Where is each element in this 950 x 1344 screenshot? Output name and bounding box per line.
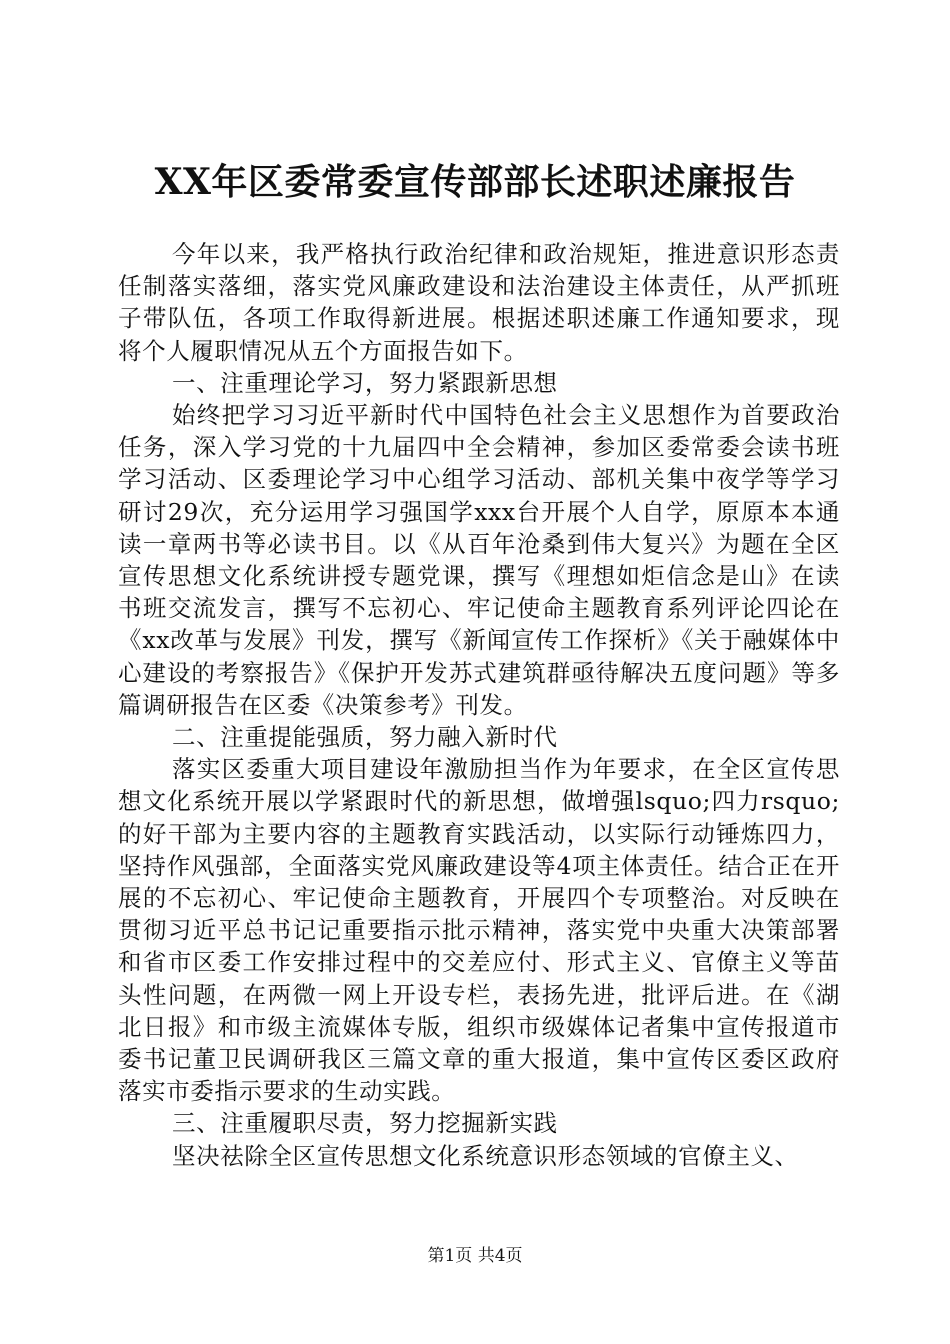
document-body — [118, 238, 840, 1172]
section-heading-1: 一、注重理论学习，努力紧跟新思想 — [172, 368, 558, 397]
section-heading-3: 三、注重履职尽责，努力挖掘新实践 — [172, 1109, 558, 1138]
intro-paragraph: 今年以来，我严格执行政治纪律和政治规矩，推进意识形态责任制落实落细，落实党风廉政建设和法治建设主体责任，从严抓班子带队伍，各项工作取得新进展。根据述职述廉工作通知要求，现将个人履职情况从五个方面报告如下。 — [118, 240, 840, 365]
page-number: 第1页 共4页 — [427, 1246, 523, 1266]
section-heading-2: 二、注重提能强质，努力融入新时代 — [172, 723, 558, 752]
section-paragraph-1: 始终把学习习近平新时代中国特色社会主义思想作为首要政治任务，深入学习党的十九届四中全会精神，参加区委常委会读书班学习活动、区委理论学习中心组学习活动、部机关集中夜学等学习研讨29次，充分运用学习强国学xxx台开展个人自学，原原本本通读一章两书等必读书目。以《从百年沧桑到伟大复兴》为题在全区宣传思想文化系统讲授专题党课，撰写《理想如炬信念是山》在读书班交流发言，撰写不忘初心、牢记使命主题教育系列评论四论在《xx改革与发展》刊发，撰写《新闻宣传工作探析》《关于融媒体中心建设的考察报告》《保护开发苏式建筑群亟待解决五度问题》等多篇调研报告在区委《决策参考》刊发。 — [118, 401, 840, 719]
section-paragraph-3: 坚决祛除全区宣传思想文化系统意识形态领域的官僚主义、 — [172, 1141, 799, 1170]
document-title: XX年区委常委宣传部部长述职述廉报告 — [154, 161, 796, 203]
section-paragraph-2: 落实区委重大项目建设年激励担当作为年要求，在全区宣传思想文化系统开展以学紧跟时代的新思想，做增强lsquo;四力rsquo;的好干部为主要内容的主题教育实践活动，以实际行动锤炼四力，坚持作风强部，全面落实党风廉政建设等4项主体责任。结合正在开展的不忘初心、牢记使命主题教育，开展四个专项整治。对反映在贯彻习近平总书记记重要指示批示精神，落实党中央重大决策部署和省市区委工作安排过程中的交差应付、形式主义、官僚主义等苗头性问题，在两微一网上开设专栏，表扬先进，批评后进。在《湖北日报》和市级主流媒体专版，组织市级媒体记者集中宣传报道市委书记董卫民调研我区三篇文章的重大报道，集中宣传区委区政府落实市委指示要求的生动实践。 — [118, 755, 840, 1106]
